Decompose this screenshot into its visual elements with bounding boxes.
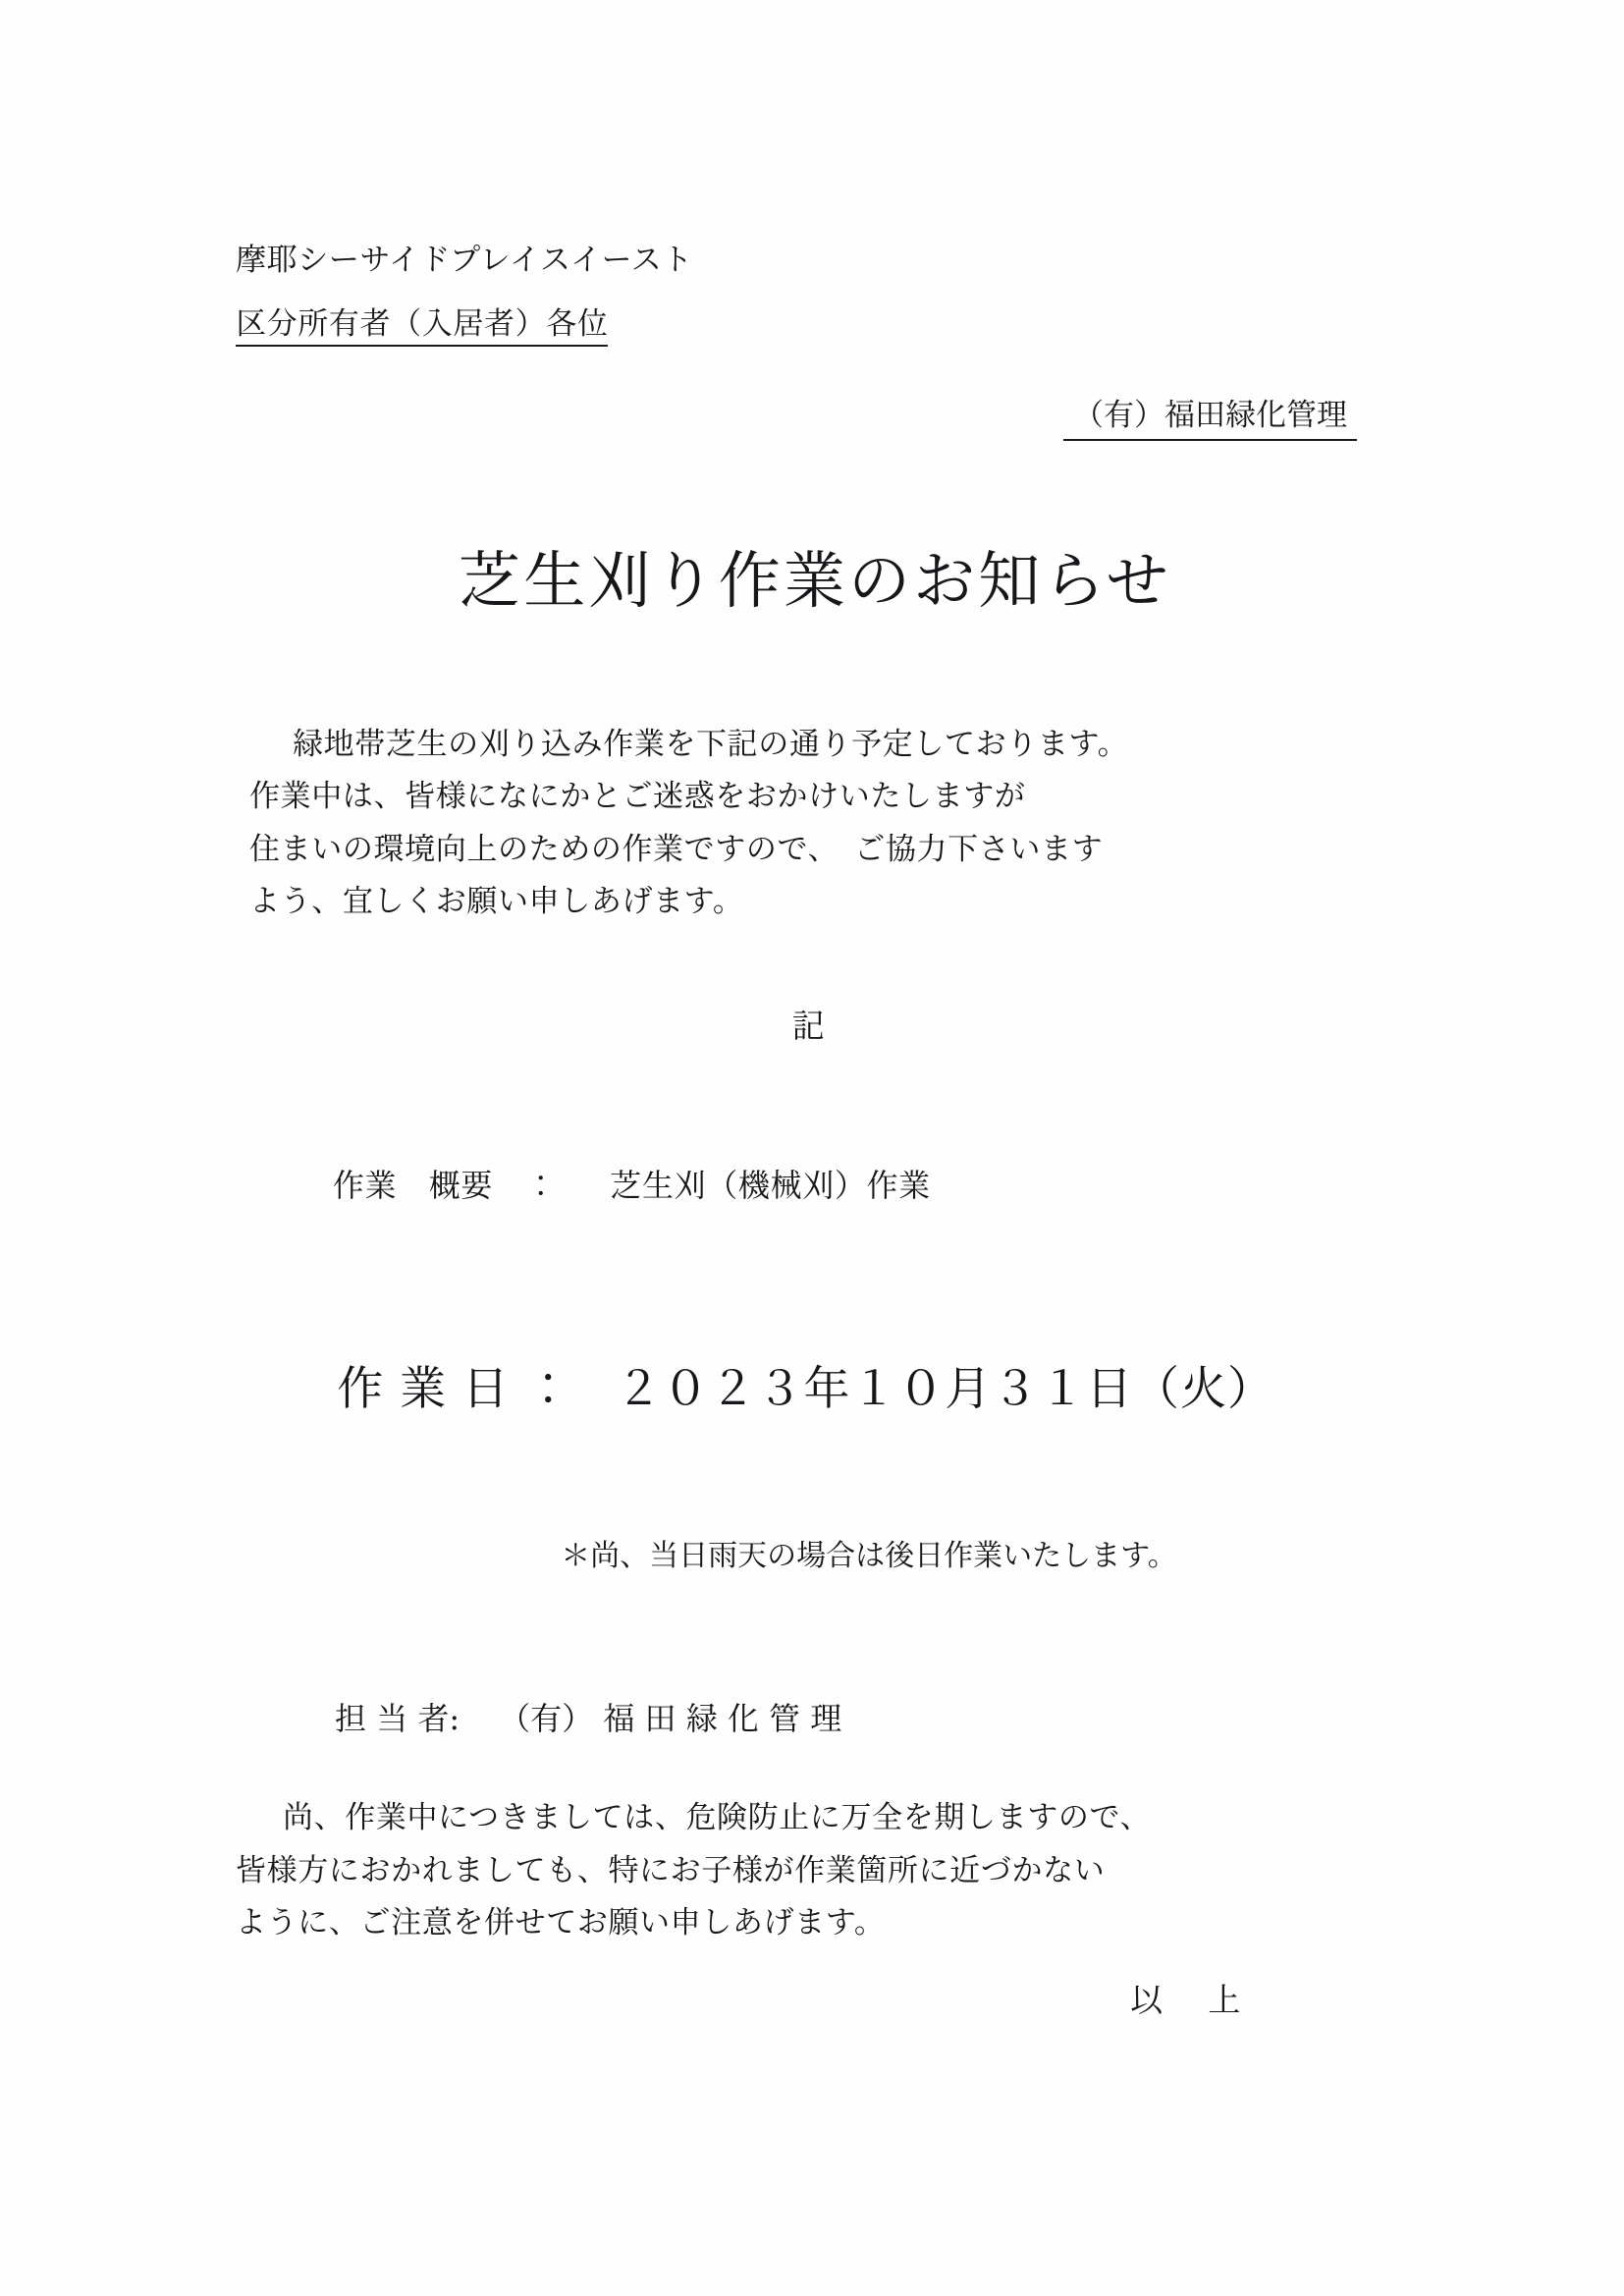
company-name: （有）福田緑化管理: [1063, 390, 1357, 441]
contact-label: 担 当 者:: [335, 1700, 460, 1738]
addressee-owners: 区分所有者（入居者）各位: [236, 309, 608, 347]
closing-mark: 以 上: [1130, 1981, 1247, 2020]
addressee-owners-row: [236, 306, 1394, 347]
intro-paragraph: [236, 719, 1394, 928]
work-date-label: 作 業 日 ：: [337, 1362, 572, 1417]
addressee-building: 摩耶シーサイドプレイスイースト: [236, 243, 693, 278]
work-summary-value: 芝生刈（機械刈）作業: [610, 1167, 931, 1205]
intro-line-3: 住まいの環境向上のための作業ですので、 ご協力下さいます: [249, 831, 1104, 867]
work-date-value: ２０２３年１０月３１日（火）: [615, 1362, 1274, 1417]
intro-line-2: 作業中は、皆様になにかとご迷惑をおかけいたしますが: [249, 779, 1026, 815]
rain-note: ＊尚、当日雨天の場合は後日作業いたします。: [561, 1539, 1177, 1574]
notice-document: [236, 243, 1394, 2021]
work-summary-row: [236, 1123, 1394, 1243]
contact-row: [236, 1657, 1394, 1777]
work-summary-label: 作業 概要 ：: [332, 1167, 558, 1205]
ki-marker: 記: [791, 1007, 829, 1046]
closing-line-3: ように、ご注意を併せてお願い申しあげます。: [236, 1904, 886, 1941]
closing-paragraph: [236, 1792, 1394, 1949]
intro-line-1: 緑地帯芝生の刈り込み作業を下記の通り予定しております。: [293, 727, 1129, 762]
document-title: 芝生刈り作業のお知らせ: [459, 545, 1171, 617]
work-date-row: [236, 1298, 1394, 1472]
intro-line-4: よう、宜しくお願い申しあげます。: [249, 883, 744, 919]
contact-value: （有） 福 田 緑 化 管 理: [499, 1700, 842, 1738]
closing-line-2: 皆様方におかれましても、特にお子様が作業箇所に近づかない: [236, 1852, 1106, 1888]
closing-line-1: 尚、作業中につきましては、危険防止に万全を期しますので、: [283, 1800, 1152, 1836]
company-row: [236, 390, 1394, 441]
